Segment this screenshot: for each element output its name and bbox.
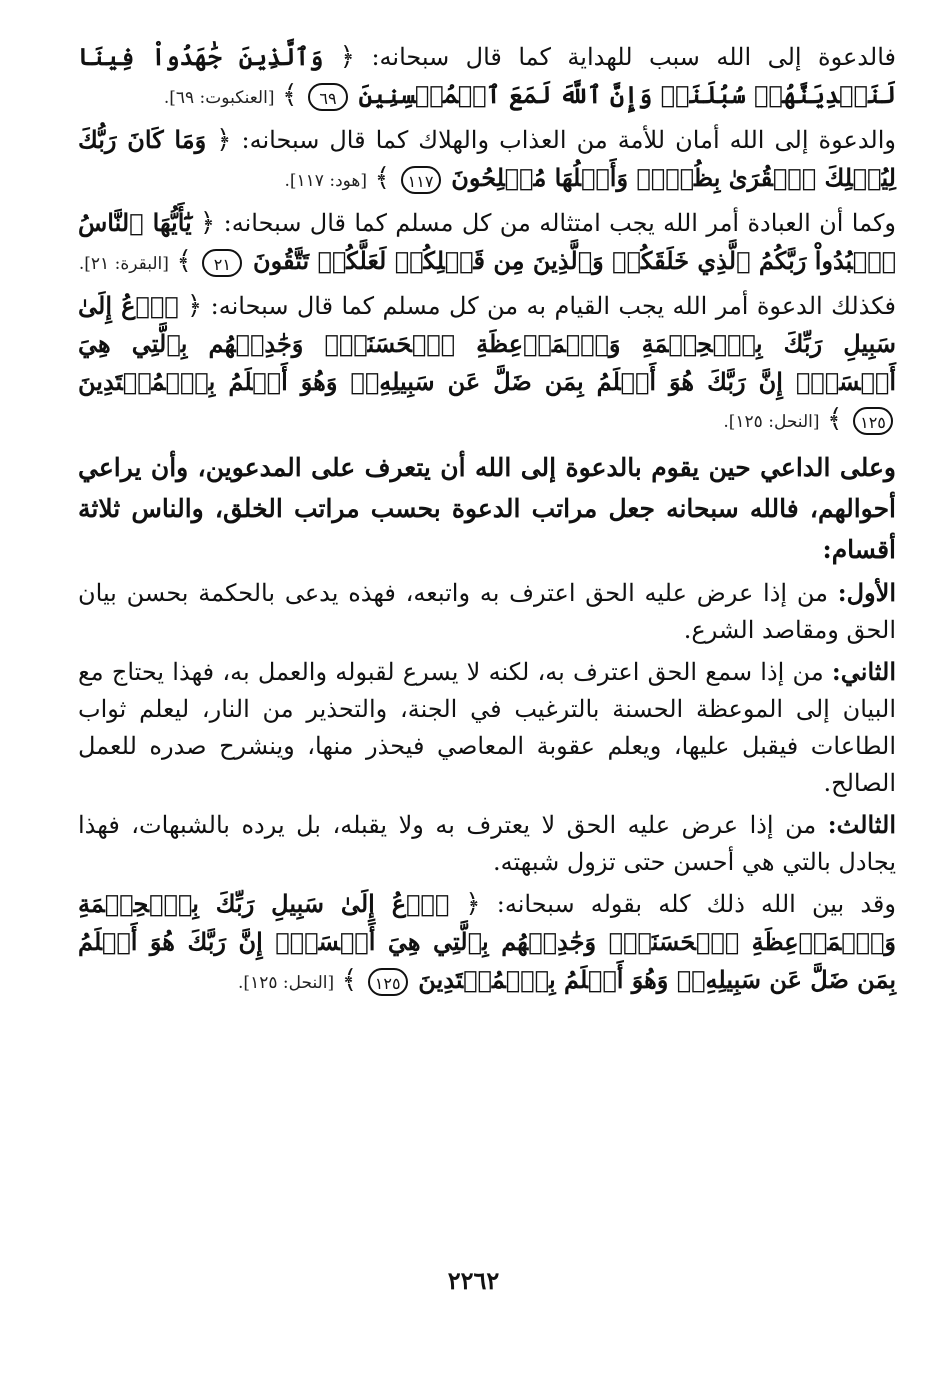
paragraph-intro: وقد بين الله ذلك كله بقوله سبحانه: [496, 890, 896, 918]
verse-open-bracket: ﴿ [339, 42, 355, 72]
category-first [78, 574, 896, 649]
ayah-number-badge: ٦٩ [308, 83, 348, 111]
verse-reference: [هود: ١١٧]. [284, 171, 368, 191]
paragraph-intro: فالدعوة إلى الله سبب للهداية كما قال سبحانه: [371, 43, 896, 71]
verse-open-bracket: ﴿ [465, 889, 481, 919]
category-third [78, 806, 896, 881]
category-second [78, 653, 896, 802]
quran-verse: وَٱلَّذِينَ جَٰهَدُواْ فِينَا لَنَهۡدِيَنَّهُمۡ سُبُلَنَاۚ وَإِنَّ ٱللَّهَ لَمَعَ ٱلۡمُحۡسِنِينَ [78, 42, 896, 109]
paragraph-safety [78, 121, 896, 200]
paragraph-duty [78, 287, 896, 441]
paragraph-closing [78, 885, 896, 1002]
verse-close-bracket: ﴾ [374, 163, 390, 193]
verse-open-bracket: ﴿ [216, 125, 232, 155]
page-number: ٢٢٦٢ [447, 1266, 500, 1295]
category-label: الأول: [837, 578, 896, 607]
quran-verse: وَمَا كَانَ رَبُّكَ لِيُهۡلِكَ ٱلۡقُرَىٰ بِظُلۡمٖ وَأَهۡلُهَا مُصۡلِحُونَ [78, 125, 896, 192]
category-text: من إذا عرض عليه الحق اعترف به واتبعه، فهذه يدعى بالحكمة بحسن بيان الحق ومقاصد الشرع. [78, 579, 896, 644]
quran-verse: يَٰٓأَيُّهَا ٱلنَّاسُ ٱعۡبُدُواْ رَبَّكُمُ ٱلَّذِي خَلَقَكُمۡ وَٱلَّذِينَ مِن قَبۡلِكُمۡ لَعَلَّكُمۡ تَتَّقُونَ [78, 208, 896, 275]
paragraph-worship [78, 204, 896, 283]
bold-paragraph: وعلى الداعي حين يقوم بالدعوة إلى الله أن يتعرف على المدعوين، وأن يراعي أحوالهم، فالله سبحانه جعل مراتب الدعوة بحسب مراتب الخلق، والناس ثلاثة أقسام: [78, 453, 896, 564]
verse-close-bracket: ﴾ [341, 965, 358, 995]
quran-verse: ٱدۡعُ إِلَىٰ سَبِيلِ رَبِّكَ بِٱلۡحِكۡمَةِ وَٱلۡمَوۡعِظَةِ ٱلۡحَسَنَةِۖ وَجَٰدِلۡهُم بِٱلَّتِي هِيَ أَحۡسَنُۚ إِنَّ رَبَّكَ هُوَ أَعۡلَمُ بِمَن ضَلَّ عَن سَبِيلِهِۦۖ وَهُوَ أَعۡلَمُ بِٱلۡمُهۡتَدِينَ [78, 889, 896, 994]
verse-reference: [النحل: ١٢٥]. [238, 973, 335, 993]
ayah-number-badge: ١٢٥ [853, 407, 893, 435]
verse-reference: [النحل: ١٢٥]. [723, 412, 820, 432]
paragraph-guidance [78, 38, 896, 117]
verse-open-bracket: ﴿ [200, 208, 216, 238]
paragraph-intro: فكذلك الدعوة أمر الله يجب القيام به من كل مسلم كما قال سبحانه: [210, 292, 896, 320]
verse-close-bracket: ﴾ [827, 404, 843, 434]
ayah-number-badge: ١٢٥ [368, 968, 408, 996]
verse-reference: [البقرة: ٢١]. [78, 254, 169, 274]
paragraph-intro: وكما أن العبادة أمر الله يجب امتثاله من كل مسلم كما قال سبحانه: [223, 209, 897, 237]
ayah-number-badge: ٢١ [202, 249, 242, 277]
verse-reference: [العنكبوت: ٦٩]. [163, 88, 275, 108]
verse-close-bracket: ﴾ [176, 246, 192, 276]
category-label: الثالث: [827, 810, 896, 839]
page-body [78, 38, 896, 1006]
category-text: من إذا سمع الحق اعترف به، لكنه لا يسرع لقبوله والعمل به، فهذا يحتاج مع البيان إلى الموعظة الحسنة بالترغيب في الجنة، والتحذير من النار، ليعلم ثواب الطاعات فيقبل عليها، ويعلم عقوبة المعاصي فيحذر منها، وينشرح صدره للعمل الصالح. [78, 658, 896, 797]
verse-close-bracket: ﴾ [282, 80, 298, 110]
quran-verse: ٱدۡعُ إِلَىٰ سَبِيلِ رَبِّكَ بِٱلۡحِكۡمَةِ وَٱلۡمَوۡعِظَةِ ٱلۡحَسَنَةِۖ وَجَٰدِلۡهُم بِٱلَّتِي هِيَ أَحۡسَنُۚ إِنَّ رَبَّكَ هُوَ أَعۡلَمُ بِمَن ضَلَّ عَن سَبِيلِهِۦۖ وَهُوَ أَعۡلَمُ بِٱلۡمُهۡتَدِينَ [78, 291, 896, 396]
ayah-number-badge: ١١٧ [401, 166, 441, 194]
category-label: الثاني: [831, 657, 896, 686]
category-text: من إذا عرض عليه الحق لا يعترف به ولا يقبله، بل يرده بالشبهات، فهذا يجادل بالتي هي أحسن حتى تزول شبهته. [78, 811, 896, 876]
verse-open-bracket: ﴿ [187, 291, 203, 321]
paragraph-intro: والدعوة إلى الله أمان للأمة من العذاب والهلاك كما قال سبحانه: [241, 126, 896, 154]
